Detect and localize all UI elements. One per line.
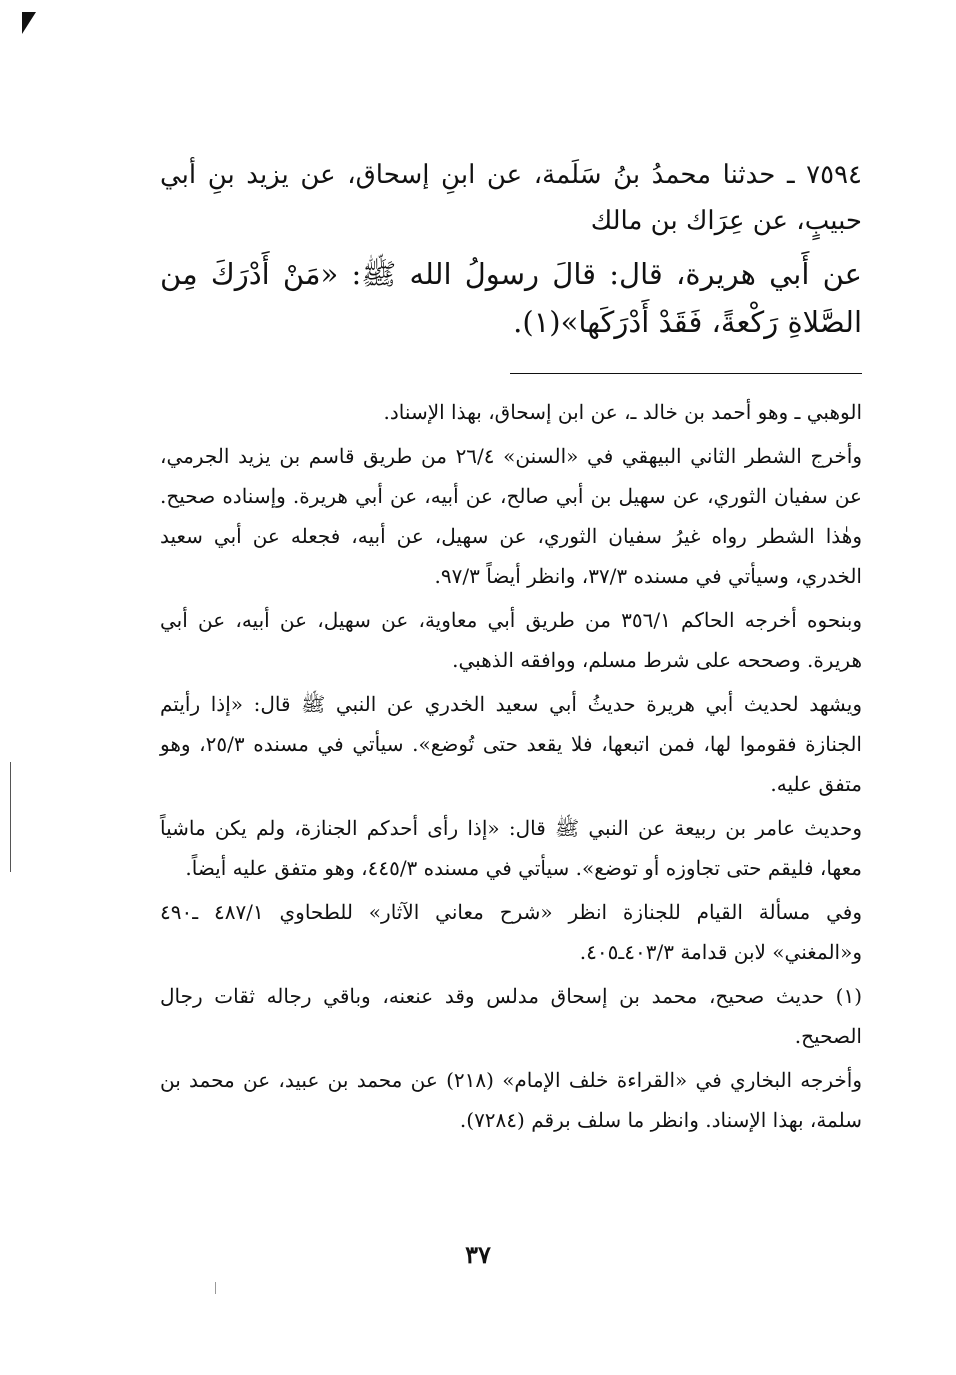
footnote-paragraph: وبنحوه أخرجه الحاكم ٣٥٦/١ من طريق أبي معاوية، عن سهيل، عن أبيه، عن أبي هريرة. وصححه على شرط مسلم، ووافقه الذهبي. xyxy=(160,608,862,672)
isnad-paragraph: ٧٥٩٤ ـ حدثنا محمدُ بنُ سَلَمة، عن ابنِ إسحاق، عن يزيد بنِ أبي حبيبٍ، عن عِرَاك بن مالك xyxy=(160,160,862,236)
main-text xyxy=(160,152,862,352)
margin-edge-line xyxy=(10,762,11,872)
hadith-text: عن أَبي هريرة، قال: قالَ رسولُ الله ﷺ: «مَنْ أَدْرَكَ مِن الصَّلاةِ رَكْعةً، فَقَدْ أَدْرَكَها»(١). xyxy=(160,257,862,339)
footnote-paragraph: ويشهد لحديث أبي هريرة حديثُ أبي سعيد الخدري عن النبي ﷺ قال: «إذا رأيتم الجنازة فقوموا لها، فمن اتبعها، فلا يقعد حتى تُوضع». سيأتي في مسنده ٢٥/٣، وهو متفق عليه. xyxy=(160,692,862,796)
corner-crop-mark xyxy=(22,12,36,34)
footnote-paragraph: وأخرجه البخاري في «القراءة خلف الإمام» (٢١٨) عن محمد بن عبيد، عن محمد بن سلمة، بهذا الإسناد. وانظر ما سلف برقم (٧٢٨٤). xyxy=(160,1068,863,1132)
footnote-paragraph: وحديث عامر بن ربيعة عن النبي ﷺ قال: «إذا رأى أحدكم الجنازة، ولم يكن ماشياً معها، فليقم حتى تجاوزه أو توضع». سيأتي في مسنده ٤٤٥/٣، وهو متفق عليه أيضاً. xyxy=(160,816,862,880)
footnote-paragraph: الوهبي ـ وهو أحمد بن خالد ـ، عن ابن إسحاق، بهذا الإسناد. xyxy=(383,400,862,424)
footnotes xyxy=(160,392,862,1144)
page-number: ٣٧ xyxy=(465,1240,491,1269)
footnote-paragraph: وفي مسألة القيام للجنازة انظر «شرح معاني الآثار» للطحاوي ٤٨٧/١ ـ٤٩٠ و«المغني» لابن قدامة ٤٠٣/٣ـ٤٠٥. xyxy=(160,900,863,964)
footnote-separator xyxy=(510,373,862,374)
footnote-paragraph: (١) حديث صحيح، محمد بن إسحاق مدلس وقد عنعنه، وباقي رجاله ثقات رجال الصحيح. xyxy=(160,984,862,1048)
bottom-tick-mark xyxy=(215,1282,216,1294)
footnote-paragraph: وأخرج الشطر الثاني البيهقي في «السنن» ٢٦/٤ من طريق قاسم بن يزيد الجرمي، عن سفيان الثوري، عن سهيل بن أبي صالح، عن أبيه، عن أبي هريرة. وإسناده صحيح. وهٰذا الشطر رواه غيرُ سفيان الثوري، عن سهيل، عن أبيه، فجعله عن أبي سعيد الخدري، وسيأتي في مسنده ٣٧/٣، وانظر أيضاً ٩٧/٣. xyxy=(160,444,862,588)
